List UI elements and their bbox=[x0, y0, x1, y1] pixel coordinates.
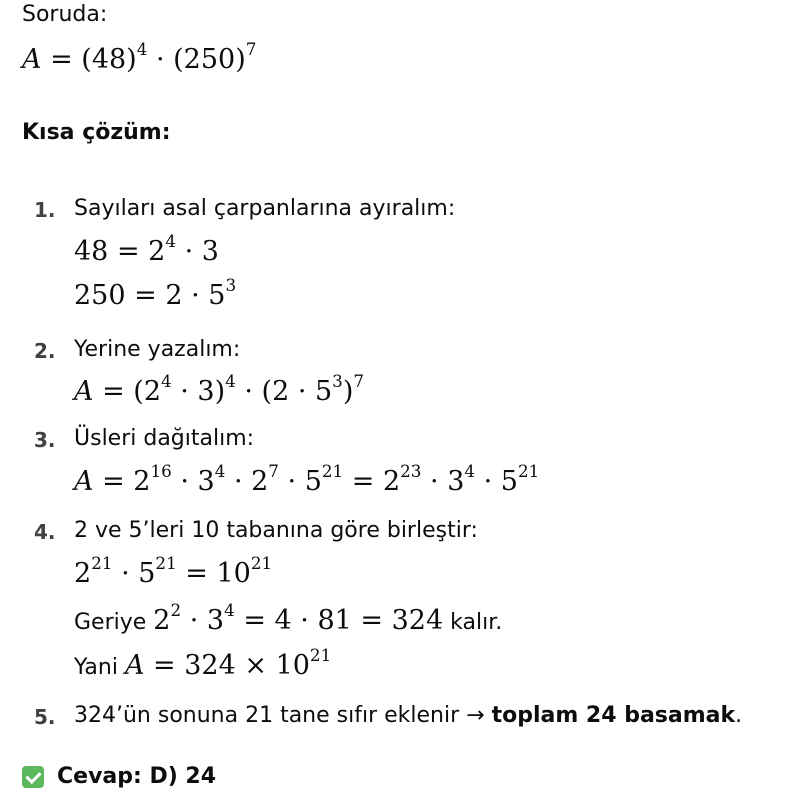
solution-heading: Kısa çözüm: bbox=[22, 120, 171, 145]
step-text: 324’ün sonuna 21 tane sıfır eklenir → toplam 24 basamak. bbox=[74, 703, 743, 728]
exponent: 4 bbox=[136, 39, 148, 60]
exponent: 7 bbox=[245, 39, 257, 60]
step-equation: $48 = 2^4 \cdot 3$ bbox=[74, 231, 219, 267]
step-number: 5. bbox=[34, 705, 56, 729]
step-text: Üsleri dağıtalım: bbox=[74, 426, 255, 451]
eq-part: · (250) bbox=[147, 44, 246, 75]
step-text: Sayıları asal çarpanlarına ayıralım: bbox=[74, 196, 456, 221]
answer-text: Cevap: D) 24 bbox=[57, 764, 217, 789]
answer bbox=[22, 764, 216, 789]
step-number: 2. bbox=[34, 339, 56, 363]
step-equation: Yani $A = 324 \times 10^{21}$ bbox=[74, 645, 332, 681]
step-text: Yerine yazalım: bbox=[74, 337, 241, 362]
eq-part: = (48) bbox=[41, 44, 137, 75]
check-mark-button-icon bbox=[22, 766, 44, 788]
step-equation: Geriye $2^2 \cdot 3^4 = 4 \cdot 81 = 324$ kalır. bbox=[74, 600, 503, 636]
step-equation: $A = (2^4 \cdot 3)^4 \cdot (2 \cdot 5^3)^7$ bbox=[74, 371, 365, 407]
intro-equation bbox=[22, 39, 257, 75]
total-digits: toplam 24 basamak bbox=[491, 703, 736, 728]
var-a: A bbox=[22, 44, 42, 75]
step-number: 4. bbox=[34, 520, 56, 544]
step-equation: $250 = 2 \cdot 5^3$ bbox=[74, 275, 237, 311]
step-text: 2 ve 5’leri 10 tabanına göre birleştir: bbox=[74, 518, 478, 543]
step-equation: $A = 2^{16} \cdot 3^4 \cdot 2^7 \cdot 5^{21} = 2^{23} \cdot 3^4 \cdot 5^{21}$ bbox=[74, 461, 540, 497]
step-number: 3. bbox=[34, 428, 56, 452]
step-number: 1. bbox=[34, 198, 56, 222]
intro-label: Soruda: bbox=[22, 2, 108, 27]
step-equation: $2^{21} \cdot 5^{21} = 10^{21}$ bbox=[74, 553, 273, 589]
